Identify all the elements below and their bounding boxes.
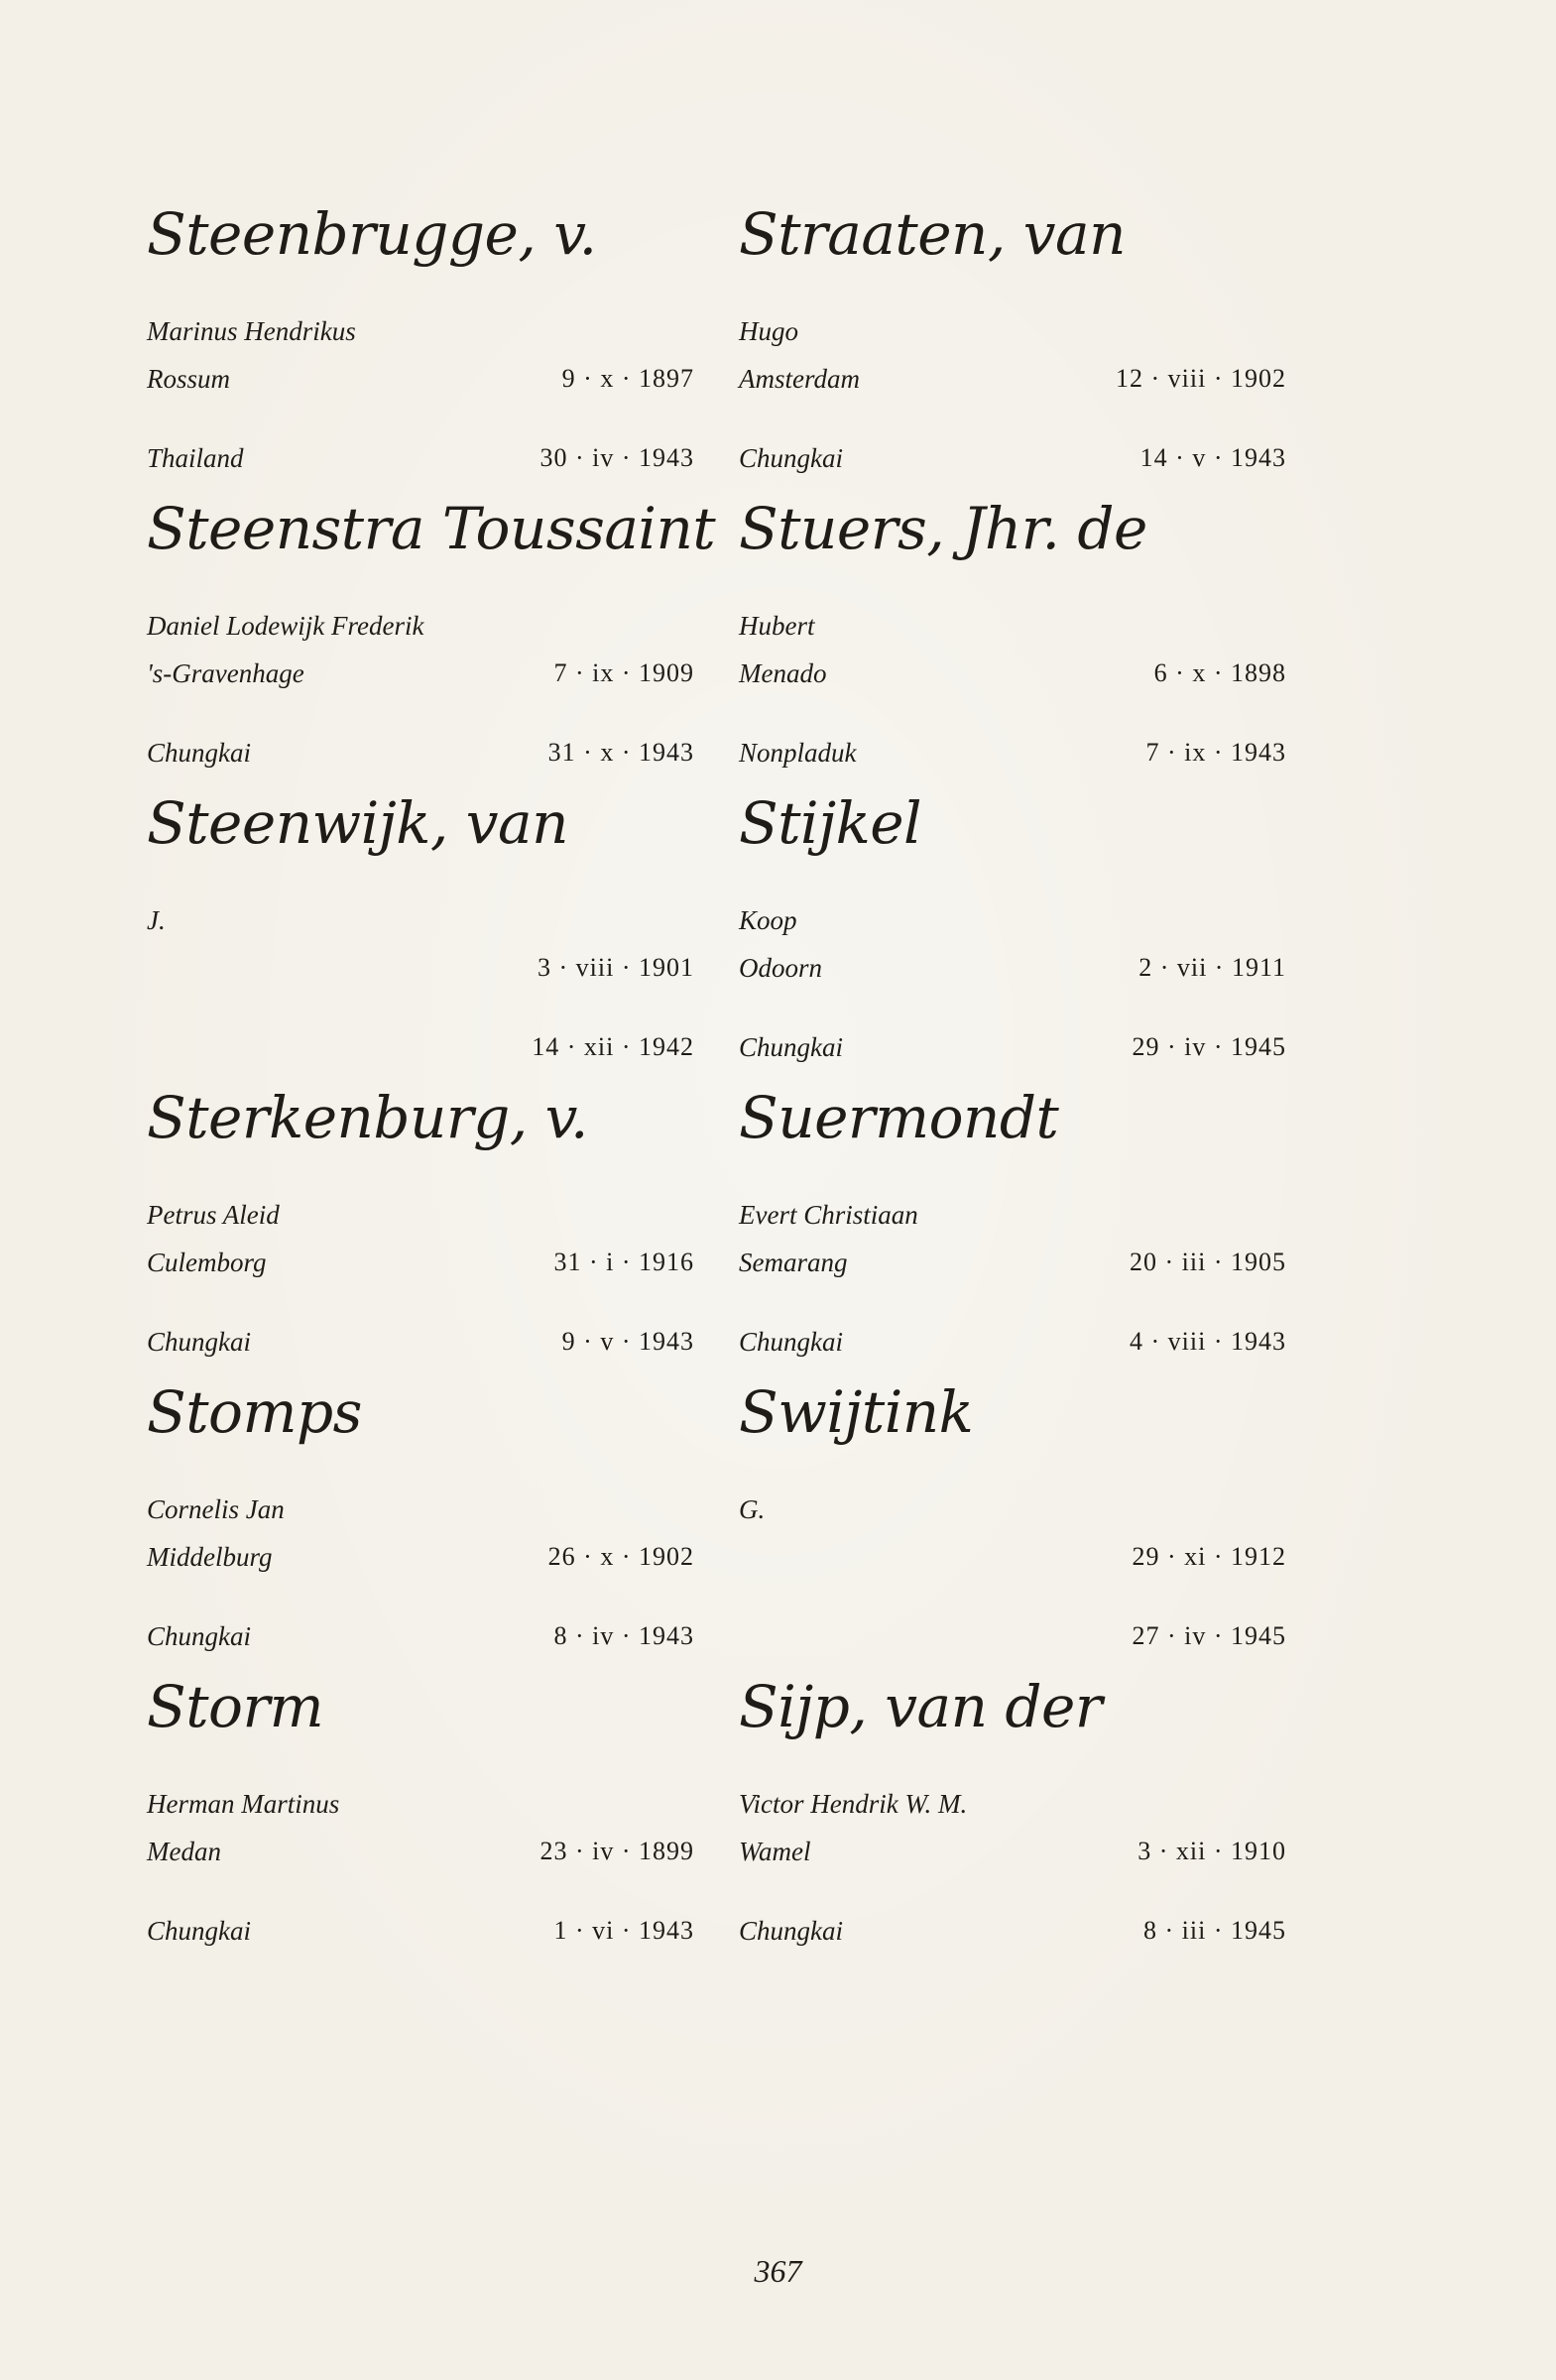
entry: Steenstra Toussaint Daniel Lodewijk Frederik 's-Gravenhage 7 · ix · 1909 Chungkai 31 · x · 1943 (147, 488, 702, 782)
death-place: Thailand (147, 443, 244, 473)
entry: Suermondt Evert Christiaan Semarang 20 · iii · 1905 Chungkai 4 · viii · 1943 (739, 1077, 1294, 1371)
surname: Suermondt (739, 1084, 1059, 1151)
surname: Sterkenburg, v. (147, 1084, 588, 1151)
death-place: Chungkai (147, 1916, 251, 1946)
birth-date: 2 · vii · 1911 (1138, 953, 1286, 982)
death-date: 8 · iv · 1943 (553, 1621, 694, 1650)
death-place: Nonpladuk (739, 738, 857, 768)
birth-place: Menado (739, 658, 827, 688)
birth-date: 31 · i · 1916 (553, 1248, 694, 1276)
entry: Swijtink G. 29 · xi · 1912 27 · iv · 1945 (739, 1371, 1294, 1666)
birth-date: 7 · ix · 1909 (553, 658, 694, 687)
death-place: Chungkai (739, 1032, 843, 1062)
birth-date: 6 · x · 1898 (1153, 658, 1286, 687)
birth-date: 12 · viii · 1902 (1116, 364, 1286, 393)
birth-date: 29 · xi · 1912 (1132, 1542, 1286, 1571)
entry: Sterkenburg, v. Petrus Aleid Culemborg 31 · i · 1916 Chungkai 9 · v · 1943 (147, 1077, 702, 1371)
entry: Steenbrugge, v. Marinus Hendrikus Rossum 9 · x · 1897 Thailand 30 · iv · 1943 (147, 193, 702, 488)
surname: Swijtink (739, 1378, 974, 1446)
birth-place: Amsterdam (739, 364, 860, 394)
birth-date: 26 · x · 1902 (547, 1542, 694, 1571)
death-date: 31 · x · 1943 (547, 738, 694, 767)
birth-place: Wamel (739, 1837, 811, 1866)
death-date: 29 · iv · 1945 (1132, 1032, 1286, 1061)
entry: Stuers, Jhr. de Hubert Menado 6 · x · 1898 Nonpladuk 7 · ix · 1943 (739, 488, 1294, 782)
death-date: 7 · ix · 1943 (1145, 738, 1286, 767)
birth-date: 9 · x · 1897 (561, 364, 694, 393)
death-date: 27 · iv · 1945 (1132, 1621, 1286, 1650)
birth-place: Rossum (147, 364, 231, 394)
surname: Stomps (147, 1378, 362, 1446)
surname: Stuers, Jhr. de (739, 495, 1147, 562)
surname: Storm (147, 1673, 324, 1740)
page-number: 367 (754, 2253, 802, 2289)
surname: Steenwijk, van (147, 789, 568, 857)
death-date: 1 · vi · 1943 (553, 1916, 694, 1945)
entry: Straaten, van Hugo Amsterdam 12 · viii · 1902 Chungkai 14 · v · 1943 (739, 193, 1294, 488)
surname: Sijp, van der (739, 1673, 1103, 1740)
death-date: 8 · iii · 1945 (1143, 1916, 1286, 1945)
birth-date: 3 · viii · 1901 (538, 953, 694, 982)
left-column (147, 193, 716, 1961)
birth-place: Semarang (739, 1248, 848, 1277)
death-date: 9 · v · 1943 (561, 1327, 694, 1356)
birth-date: 3 · xii · 1910 (1137, 1837, 1286, 1865)
entry: Steenwijk, van J. 3 · viii · 1901 14 · xii · 1942 (147, 782, 702, 1077)
birth-date: 23 · iv · 1899 (539, 1837, 694, 1865)
birth-place: Middelburg (147, 1542, 273, 1572)
death-place: Chungkai (739, 1916, 843, 1946)
death-place: Chungkai (739, 1327, 843, 1357)
entry: Sijp, van der Victor Hendrik W. M. Wamel 3 · xii · 1910 Chungkai 8 · iii · 1945 (739, 1666, 1294, 1961)
birth-place: 's-Gravenhage (147, 658, 304, 688)
surname: Steenstra Toussaint (147, 495, 716, 562)
death-date: 4 · viii · 1943 (1130, 1327, 1286, 1356)
entry: Stijkel Koop Odoorn 2 · vii · 1911 Chungkai 29 · iv · 1945 (739, 782, 1294, 1077)
death-place: Chungkai (739, 443, 843, 473)
birth-place: Odoorn (739, 953, 823, 983)
birth-place: Culemborg (147, 1248, 267, 1277)
death-date: 14 · xii · 1942 (532, 1032, 694, 1061)
death-place: Chungkai (147, 1327, 251, 1357)
death-date: 30 · iv · 1943 (539, 443, 694, 472)
surname: Steenbrugge, v. (147, 200, 597, 268)
entry: Storm Herman Martinus Medan 23 · iv · 1899 Chungkai 1 · vi · 1943 (147, 1666, 702, 1961)
right-column (739, 193, 1294, 1961)
birth-place: Medan (147, 1837, 221, 1866)
surname: Straaten, van (739, 200, 1126, 268)
entry: Stomps Cornelis Jan Middelburg 26 · x · 1902 Chungkai 8 · iv · 1943 (147, 1371, 702, 1666)
death-date: 14 · v · 1943 (1139, 443, 1286, 472)
birth-date: 20 · iii · 1905 (1130, 1248, 1286, 1276)
surname: Stijkel (739, 789, 922, 857)
death-place: Chungkai (147, 1621, 251, 1651)
death-place: Chungkai (147, 738, 251, 768)
